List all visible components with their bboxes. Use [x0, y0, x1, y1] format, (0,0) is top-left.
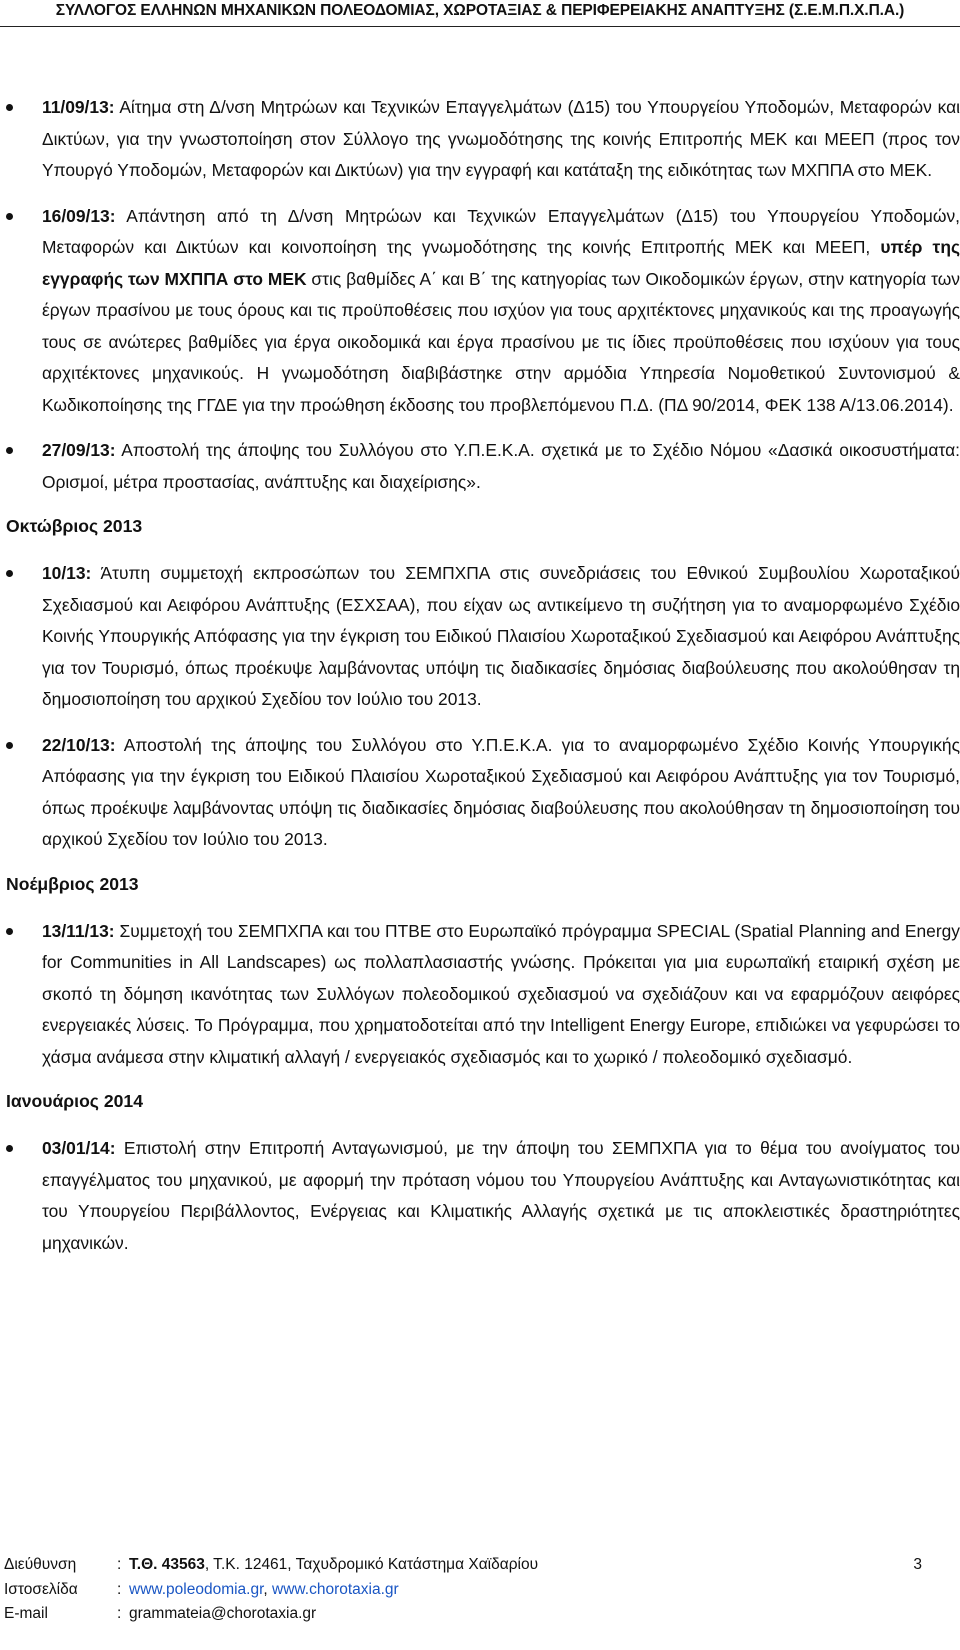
- section-heading-november-2013: Νοέμβριος 2013: [6, 873, 139, 894]
- footer-address-rest: , Τ.Κ. 12461, Ταχυδρομικό Κατάστημα Χαϊδαρίου: [204, 1556, 539, 1573]
- footer-email-row: [4, 1602, 954, 1627]
- list-item: [0, 201, 960, 422]
- website-link-chorotaxia[interactable]: www.chorotaxia.gr: [272, 1580, 399, 1598]
- footer-separator: :: [117, 1580, 122, 1598]
- entry-text: Αίτημα στη Δ/νση Μητρώων και Τεχνικών Επαγγελμάτων (Δ15) του Υπουργείου Υποδομών, Μεταφορών και Δικτύων, για την γνωστοποίηση στον Σύλλογο της γνωμοδότησης της κοινής Επιτροπής ΜΕΚ και ΜΕΕΠ (προς τον Υπουργό Υποδομών, Μεταφορών και Δικτύων) για την εγγραφή και κατάταξη της ειδικότητας των ΜΧΠΠΑ στο ΜΕΚ.: [42, 97, 960, 180]
- footer-separator: :: [117, 1605, 122, 1622]
- entry-text: Επιστολή στην Επιτροπή Ανταγωνισμού, με την άποψη του ΣΕΜΠΧΠΑ για το θέμα του ανοίγματος του επαγγέλματος του μηχανικού, με αφορμή την πρόταση νόμου του Υπουργείου Ανάπτυξης και Ανταγωνιστικότητας και του Υπουργείου Περιβάλλοντος, Ενέργειας και Κλιματικής Αλλαγής σχετικά με τις αποκλειστικές δραστηριότητες μηχανικών.: [42, 1138, 960, 1253]
- document-body: [0, 92, 960, 1273]
- footer-address-label: Διεύθυνση: [4, 1556, 77, 1573]
- entry-date: 10/13:: [42, 563, 92, 583]
- bullet-icon: [6, 104, 13, 111]
- bullet-icon: [6, 742, 13, 749]
- page-number: 3: [913, 1556, 922, 1573]
- entry-date: 22/10/13:: [42, 734, 116, 755]
- bullet-icon: [6, 928, 13, 935]
- list-item: [0, 730, 960, 856]
- list-item: [0, 92, 960, 187]
- entry-text: Συμμετοχή του ΣΕΜΠΧΠΑ και του ΠΤΒΕ στο Ευρωπαϊκό πρόγραμμα SPECIAL (Spatial Planning and Energy for Communities in All Landscapes) ως πολλαπλασιαστής γνώσης. Πρόκειται για μια ευρωπαϊκή εταιρική σχέση με σκοπό τη δόμηση ικανότητας των Συλλόγων πολεοδομικού σχεδιασμού να σχεδιάζουν και να εφαρμόζουν αειφόρες ενεργειακές λύσεις. Το Πρόγραμμα, που χρηματοδοτείται από την Intelligent Energy Europe, επιδιώκει να γεφυρώσει το χάσμα ανάμεσα στην κλιματική αλλαγή / ενεργειακός σχεδιασμός και το χωρικό / πολεοδομικό σχεδιασμό.: [42, 920, 960, 1067]
- footer-po-box: Τ.Θ. 43563: [129, 1556, 205, 1573]
- website-link-poleodomia[interactable]: www.poleodomia.gr: [129, 1580, 264, 1598]
- entry-emphasis: υπέρ της εγγραφής των ΜΧΠΠΑ στο ΜΕΚ: [42, 237, 960, 289]
- bullet-icon: [6, 1145, 13, 1152]
- entry-date: 16/09/13:: [42, 205, 116, 226]
- bullet-icon: [6, 447, 13, 454]
- list-item: [0, 1133, 960, 1259]
- entry-text: Άτυπη συμμετοχή εκπροσώπων του ΣΕΜΠΧΠΑ στις συνεδριάσεις του Εθνικού Συμβουλίου Χωροταξικού Σχεδιασμού και Αειφόρου Ανάπτυξης (ΕΣΧΣΑΑ), που είχαν ως αντικείμενο τη συζήτηση για το αναμορφωμένο Σχέδιο Κοινής Υπουργικής Απόφασης για την έγκριση του Ειδικού Πλαισίου Χωροταξικού Σχεδιασμού και Αειφόρου Ανάπτυξης για τον Τουρισμό, όπως προέκυψε λαμβάνοντας υπόψη τις διαδικασίες δημόσιας διαβούλευσης που ακολούθησαν τη δημοσιοποίηση του αρχικού Σχεδίου τον Ιούλιο του 2013.: [42, 563, 960, 709]
- footer-website-label: Ιστοσελίδα: [4, 1580, 78, 1598]
- footer-website-value: [129, 1578, 954, 1603]
- organization-title: ΣΥΛΛΟΓΟΣ ΕΛΛΗΝΩΝ ΜΗΧΑΝΙΚΩΝ ΠΟΛΕΟΔΟΜΙΑΣ, ΧΩΡΟΤΑΞΙΑΣ & ΠΕΡΙΦΕΡΕΙΑΚΗΣ ΑΝΑΠΤΥΞΗΣ (Σ.Ε.Μ.Π.Χ.Π.Α.): [55, 2, 905, 19]
- footer-email-label: E-mail: [4, 1605, 48, 1622]
- footer-website-row: [4, 1578, 954, 1603]
- section-heading-january-2014: Ιανουάριος 2014: [6, 1091, 143, 1111]
- entry-text: Απάντηση από τη Δ/νση Μητρώων και Τεχνικών Επαγγελμάτων (Δ15) του Υπουργείου Υποδομών, Μεταφορών και Δικτύων και κοινοποίηση της γνωμοδότησης της κοινής Επιτροπής ΜΕΚ και ΜΕΕΠ,: [42, 205, 960, 257]
- entry-date: 11/09/13:: [42, 97, 115, 117]
- entry-text: Αποστολή της άποψης του Συλλόγου στο Υ.Π.Ε.Κ.Α. για το αναμορφωμένο Σχέδιο Κοινής Υπουργικής Απόφασης για την έγκριση του Ειδικού Πλαισίου Χωροταξικού Σχεδιασμού και Αειφόρου Ανάπτυξης για τον Τουρισμό, όπως προέκυψε λαμβάνοντας υπόψη τις διαδικασίες δημόσιας διαβούλευσης που ακολούθησαν τη δημοσιοποίηση του αρχικού Σχεδίου τον Ιούλιο του 2013.: [42, 734, 960, 849]
- footer-address-value: [129, 1553, 954, 1578]
- footer-email-value[interactable]: grammateia@chorotaxia.gr: [129, 1605, 317, 1622]
- list-item: [0, 558, 960, 716]
- footer-website-separator: ,: [263, 1580, 273, 1598]
- document-footer: [4, 1553, 954, 1627]
- footer-address-row: [4, 1553, 954, 1578]
- section-heading-october-2013: Οκτώβριος 2013: [6, 516, 143, 536]
- list-item: [0, 916, 960, 1074]
- bullet-icon: [6, 570, 13, 577]
- list-item: [0, 435, 960, 498]
- header-divider: [0, 26, 960, 27]
- entry-text-continued: στις βαθμίδες Α΄ και Β΄ της κατηγορίας των Οικοδομικών έργων, στην κατηγορία των έργων πρασίνου με τους όρους και τις προϋποθέσεις που ισχύον για τους αρχιτέκτονες μηχανικούς και της προαγωγής τους σε ανώτερες βαθμίδες για έργα οικοδομικά και έργα πρασίνου με τις ίδιες προϋποθέσεις που ισχύουν για τους αρχιτέκτονες μηχανικούς. Η γνωμοδότηση διαβιβάστηκε στην αρμόδια Υπηρεσία Νομοθετικού Συντονισμού & Κωδικοποίησης της ΓΓΔΕ για την προώθηση έκδοσης του προβλεπόμενου Π.Δ. (ΠΔ 90/2014, ΦΕΚ 138 Α/13.06.2014).: [42, 268, 960, 415]
- entry-date: 27/09/13:: [42, 440, 116, 460]
- entry-text: Αποστολή της άποψης του Συλλόγου στο Υ.Π.Ε.Κ.Α. σχετικά με το Σχέδιο Νόμου «Δασικά οικοσυστήματα: Ορισμοί, μέτρα προστασίας, ανάπτυξης και διαχείρισης».: [42, 440, 960, 492]
- bullet-icon: [6, 213, 13, 220]
- entry-date: 03/01/14:: [42, 1138, 116, 1158]
- footer-separator: :: [117, 1556, 122, 1573]
- entry-date: 13/11/13:: [42, 920, 115, 941]
